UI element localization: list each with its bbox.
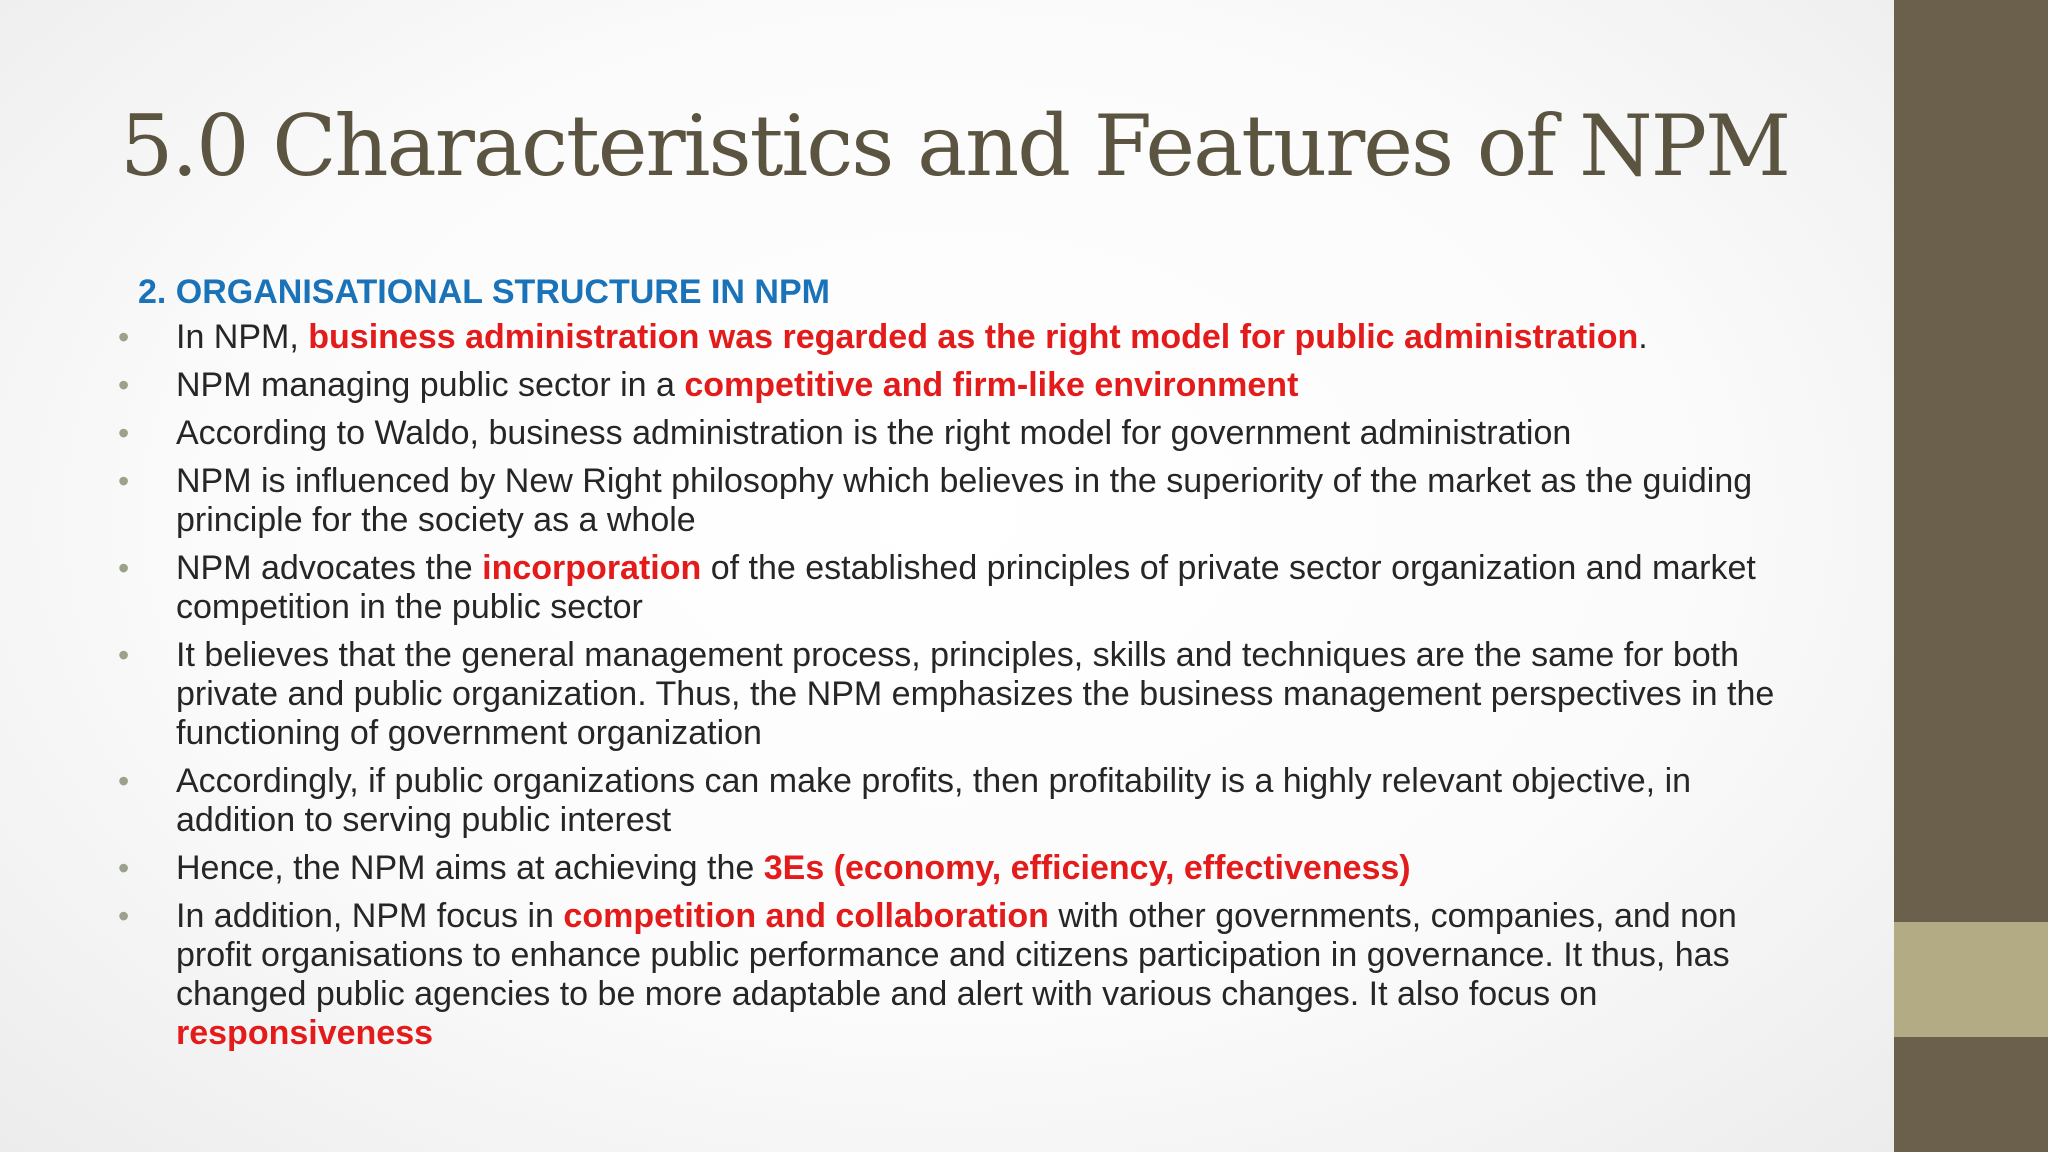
bullet-dot-icon: • (118, 763, 130, 799)
bullet-dot-icon: • (118, 550, 130, 586)
section-heading: 2. ORGANISATIONAL STRUCTURE IN NPM (138, 273, 830, 311)
bullet-dot-icon: • (118, 367, 130, 403)
bullet-dot-icon: • (118, 850, 130, 886)
highlighted-text: responsiveness (176, 1014, 434, 1052)
bullet-point-3: • According to Waldo, business administration is the right model for government administration (118, 414, 1572, 452)
bullet-dot-icon: • (118, 898, 130, 934)
bullet-point-1: • In NPM, business administration was regarded as the right model for public administration. (118, 318, 1648, 356)
bullet-point-2: • NPM managing public sector in a competitive and firm-like environment (118, 366, 1299, 404)
bullet-point-7: • Accordingly, if public organizations can make profits, then profitability is a highly relevant objective, in addition to serving public interest (118, 762, 1692, 839)
bullet-point-6: • It believes that the general management process, principles, skills and techniques are the same for both private and public organization. Thus, the NPM emphasizes the business management perspectives in the functioning of government organization (118, 636, 1775, 752)
bullet-dot-icon: • (118, 463, 130, 499)
bullet-dot-icon: • (118, 319, 130, 355)
highlighted-text: competitive and firm-like environment (684, 366, 1299, 404)
highlighted-text: business administration was regarded as the right model for public administration (308, 318, 1639, 356)
highlighted-text: competition and collaboration (563, 897, 1049, 935)
bullet-point-4: • NPM is influenced by New Right philosophy which believes in the superiority of the market as the guiding principle for the society as a whole (118, 462, 1753, 539)
bullet-point-9: • In addition, NPM focus in competition and collaboration with other governments, companies, and non profit organisations to enhance public performance and citizens participation in governance. It thus, has changed public agencies to be more adaptable and alert with various changes. It also focus on responsiveness (118, 897, 1737, 1052)
sidebar-accent-block (1894, 922, 2048, 1037)
highlighted-text: 3Es (economy, efficiency, effectiveness) (763, 849, 1411, 887)
bullet-point-8: • Hence, the NPM aims at achieving the 3Es (economy, efficiency, effectiveness) (118, 849, 1411, 887)
bullet-point-5: • NPM advocates the incorporation of the established principles of private sector organization and market competition in the public sector (118, 549, 1756, 626)
slide-body (116, 268, 1816, 1062)
slide-title: 5.0 Characteristics and Features of NPM (120, 97, 1790, 195)
bullet-dot-icon: • (118, 415, 130, 451)
decorative-sidebar (1894, 0, 2048, 1152)
highlighted-text: incorporation (482, 549, 702, 587)
bullet-dot-icon: • (118, 637, 130, 673)
bullet-list (116, 318, 1816, 1053)
